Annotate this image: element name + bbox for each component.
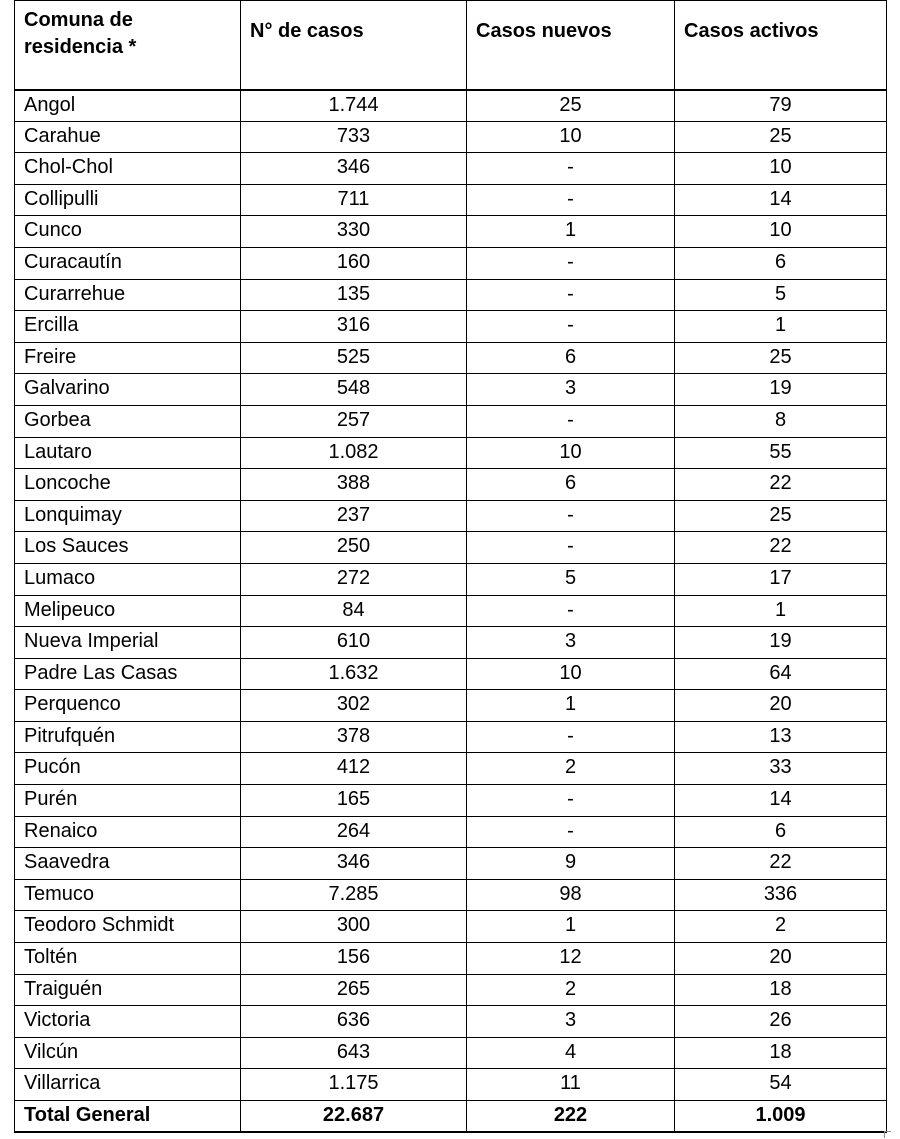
cell-n-casos: 257 xyxy=(241,405,467,437)
cell-casos-nuevos: 5 xyxy=(467,563,675,595)
table-row xyxy=(15,342,887,374)
table-row xyxy=(15,437,887,469)
cell-casos-nuevos: - xyxy=(467,184,675,216)
cell-n-casos: 237 xyxy=(241,500,467,532)
cell-comuna: Pitrufquén xyxy=(15,721,241,753)
cell-casos-activos: 19 xyxy=(675,374,887,406)
cell-comuna: Galvarino xyxy=(15,374,241,406)
table-row xyxy=(15,532,887,564)
table-row xyxy=(15,816,887,848)
cell-comuna: Curacautín xyxy=(15,247,241,279)
cell-comuna: Loncoche xyxy=(15,469,241,501)
cell-casos-nuevos: - xyxy=(467,500,675,532)
cell-comuna: Carahue xyxy=(15,121,241,153)
cell-casos-activos: 22 xyxy=(675,532,887,564)
cell-casos-activos: 5 xyxy=(675,279,887,311)
cell-n-casos: 302 xyxy=(241,690,467,722)
table-row xyxy=(15,90,887,122)
cell-casos-nuevos: 10 xyxy=(467,121,675,153)
table-body xyxy=(15,90,887,1133)
cell-comuna: Nueva Imperial xyxy=(15,627,241,659)
cell-n-casos: 156 xyxy=(241,943,467,975)
total-casos-activos: 1.009 xyxy=(675,1101,887,1133)
total-label: Total General xyxy=(15,1101,241,1133)
cell-casos-nuevos: - xyxy=(467,721,675,753)
table-row xyxy=(15,848,887,880)
cell-casos-activos: 20 xyxy=(675,943,887,975)
table-row xyxy=(15,1037,887,1069)
header-comuna xyxy=(15,1,241,90)
cell-n-casos: 84 xyxy=(241,595,467,627)
cell-n-casos: 733 xyxy=(241,121,467,153)
cell-casos-nuevos: 2 xyxy=(467,753,675,785)
cell-casos-nuevos: 12 xyxy=(467,943,675,975)
cell-casos-activos: 79 xyxy=(675,90,887,122)
table-row xyxy=(15,469,887,501)
cell-casos-activos: 26 xyxy=(675,1006,887,1038)
cell-n-casos: 378 xyxy=(241,721,467,753)
table-row xyxy=(15,121,887,153)
cell-casos-activos: 336 xyxy=(675,879,887,911)
cases-table xyxy=(14,0,887,1133)
cell-comuna: Padre Las Casas xyxy=(15,658,241,690)
cell-casos-nuevos: - xyxy=(467,532,675,564)
cell-n-casos: 160 xyxy=(241,247,467,279)
cell-n-casos: 250 xyxy=(241,532,467,564)
cell-comuna: Ercilla xyxy=(15,311,241,343)
cell-n-casos: 636 xyxy=(241,1006,467,1038)
cell-comuna: Traiguén xyxy=(15,974,241,1006)
cell-n-casos: 265 xyxy=(241,974,467,1006)
cell-casos-activos: 22 xyxy=(675,848,887,880)
cell-casos-activos: 25 xyxy=(675,121,887,153)
table-row xyxy=(15,1006,887,1038)
cell-casos-activos: 20 xyxy=(675,690,887,722)
cell-casos-nuevos: 25 xyxy=(467,90,675,122)
cell-casos-nuevos: 3 xyxy=(467,1006,675,1038)
cell-n-casos: 135 xyxy=(241,279,467,311)
cell-n-casos: 388 xyxy=(241,469,467,501)
cell-comuna: Cunco xyxy=(15,216,241,248)
table-row xyxy=(15,721,887,753)
table-row xyxy=(15,690,887,722)
cell-n-casos: 643 xyxy=(241,1037,467,1069)
cell-n-casos: 346 xyxy=(241,848,467,880)
cell-casos-activos: 6 xyxy=(675,816,887,848)
table-row xyxy=(15,658,887,690)
cell-casos-activos: 25 xyxy=(675,342,887,374)
cell-comuna: Temuco xyxy=(15,879,241,911)
cell-n-casos: 300 xyxy=(241,911,467,943)
cell-casos-activos: 18 xyxy=(675,974,887,1006)
table-row xyxy=(15,405,887,437)
cell-casos-nuevos: 9 xyxy=(467,848,675,880)
table-row xyxy=(15,879,887,911)
cell-casos-activos: 6 xyxy=(675,247,887,279)
cell-casos-activos: 22 xyxy=(675,469,887,501)
cell-casos-activos: 18 xyxy=(675,1037,887,1069)
cell-n-casos: 610 xyxy=(241,627,467,659)
cell-comuna: Curarrehue xyxy=(15,279,241,311)
cell-casos-nuevos: 6 xyxy=(467,469,675,501)
cell-comuna: Chol-Chol xyxy=(15,153,241,185)
cell-casos-nuevos: 6 xyxy=(467,342,675,374)
cell-n-casos: 316 xyxy=(241,311,467,343)
cell-casos-nuevos: 2 xyxy=(467,974,675,1006)
cell-n-casos: 548 xyxy=(241,374,467,406)
cell-comuna: Toltén xyxy=(15,943,241,975)
cell-casos-nuevos: - xyxy=(467,247,675,279)
total-row xyxy=(15,1101,887,1133)
cell-casos-nuevos: 1 xyxy=(467,216,675,248)
header-casos-nuevos: Casos nuevos xyxy=(467,1,675,90)
cell-casos-activos: 25 xyxy=(675,500,887,532)
cell-n-casos: 525 xyxy=(241,342,467,374)
cell-n-casos: 346 xyxy=(241,153,467,185)
cell-comuna: Saavedra xyxy=(15,848,241,880)
cell-casos-nuevos: - xyxy=(467,785,675,817)
cell-casos-activos: 33 xyxy=(675,753,887,785)
table-row xyxy=(15,911,887,943)
table-row xyxy=(15,563,887,595)
table-row xyxy=(15,247,887,279)
cell-comuna: Pucón xyxy=(15,753,241,785)
cell-comuna: Renaico xyxy=(15,816,241,848)
cell-n-casos: 1.632 xyxy=(241,658,467,690)
total-casos-nuevos: 222 xyxy=(467,1101,675,1133)
table-row xyxy=(15,500,887,532)
cell-comuna: Collipulli xyxy=(15,184,241,216)
cell-n-casos: 412 xyxy=(241,753,467,785)
cell-casos-activos: 10 xyxy=(675,153,887,185)
cell-casos-nuevos: - xyxy=(467,405,675,437)
cell-comuna: Angol xyxy=(15,90,241,122)
table-row xyxy=(15,311,887,343)
header-casos-activos: Casos activos xyxy=(675,1,887,90)
cell-n-casos: 1.082 xyxy=(241,437,467,469)
cell-casos-nuevos: 1 xyxy=(467,690,675,722)
cell-casos-activos: 64 xyxy=(675,658,887,690)
cell-comuna: Los Sauces xyxy=(15,532,241,564)
table-row xyxy=(15,595,887,627)
cell-comuna: Perquenco xyxy=(15,690,241,722)
table-row xyxy=(15,974,887,1006)
cell-comuna: Freire xyxy=(15,342,241,374)
header-n-casos: N° de casos xyxy=(241,1,467,90)
cell-casos-activos: 19 xyxy=(675,627,887,659)
table-row xyxy=(15,753,887,785)
cell-casos-activos: 14 xyxy=(675,184,887,216)
table-row xyxy=(15,184,887,216)
cell-casos-nuevos: - xyxy=(467,816,675,848)
cell-casos-nuevos: 4 xyxy=(467,1037,675,1069)
table-row xyxy=(15,279,887,311)
table-row xyxy=(15,1069,887,1101)
cell-casos-nuevos: - xyxy=(467,595,675,627)
cell-casos-activos: 10 xyxy=(675,216,887,248)
cell-casos-nuevos: 3 xyxy=(467,627,675,659)
header-comuna-line-1: Comuna de xyxy=(24,9,133,31)
cell-casos-nuevos: 3 xyxy=(467,374,675,406)
cell-casos-nuevos: 98 xyxy=(467,879,675,911)
cell-n-casos: 165 xyxy=(241,785,467,817)
cell-casos-nuevos: - xyxy=(467,279,675,311)
cell-comuna: Melipeuco xyxy=(15,595,241,627)
table-row xyxy=(15,374,887,406)
total-n-casos: 22.687 xyxy=(241,1101,467,1133)
cell-comuna: Victoria xyxy=(15,1006,241,1038)
table-row xyxy=(15,627,887,659)
cell-casos-activos: 14 xyxy=(675,785,887,817)
cell-casos-activos: 1 xyxy=(675,311,887,343)
page-corner-mark xyxy=(884,1131,891,1138)
cell-n-casos: 1.175 xyxy=(241,1069,467,1101)
cell-n-casos: 7.285 xyxy=(241,879,467,911)
cell-casos-nuevos: 11 xyxy=(467,1069,675,1101)
cell-comuna: Gorbea xyxy=(15,405,241,437)
cell-comuna: Lautaro xyxy=(15,437,241,469)
cell-comuna: Purén xyxy=(15,785,241,817)
table-row xyxy=(15,216,887,248)
cell-n-casos: 711 xyxy=(241,184,467,216)
cell-n-casos: 1.744 xyxy=(241,90,467,122)
cell-casos-nuevos: 10 xyxy=(467,658,675,690)
cell-n-casos: 264 xyxy=(241,816,467,848)
cell-casos-activos: 8 xyxy=(675,405,887,437)
cell-casos-activos: 54 xyxy=(675,1069,887,1101)
cell-comuna: Lumaco xyxy=(15,563,241,595)
cell-casos-activos: 1 xyxy=(675,595,887,627)
cell-comuna: Vilcún xyxy=(15,1037,241,1069)
header-row xyxy=(15,1,887,90)
cell-casos-activos: 13 xyxy=(675,721,887,753)
table-row xyxy=(15,785,887,817)
cell-n-casos: 330 xyxy=(241,216,467,248)
cell-casos-nuevos: - xyxy=(467,311,675,343)
cell-casos-nuevos: 10 xyxy=(467,437,675,469)
cell-comuna: Lonquimay xyxy=(15,500,241,532)
cell-comuna: Villarrica xyxy=(15,1069,241,1101)
cell-n-casos: 272 xyxy=(241,563,467,595)
table-row xyxy=(15,153,887,185)
header-comuna-line-2: residencia * xyxy=(24,36,137,58)
cell-casos-nuevos: 1 xyxy=(467,911,675,943)
cell-casos-activos: 55 xyxy=(675,437,887,469)
cell-casos-activos: 17 xyxy=(675,563,887,595)
cell-casos-nuevos: - xyxy=(467,153,675,185)
cell-comuna: Teodoro Schmidt xyxy=(15,911,241,943)
table-row xyxy=(15,943,887,975)
cell-casos-activos: 2 xyxy=(675,911,887,943)
